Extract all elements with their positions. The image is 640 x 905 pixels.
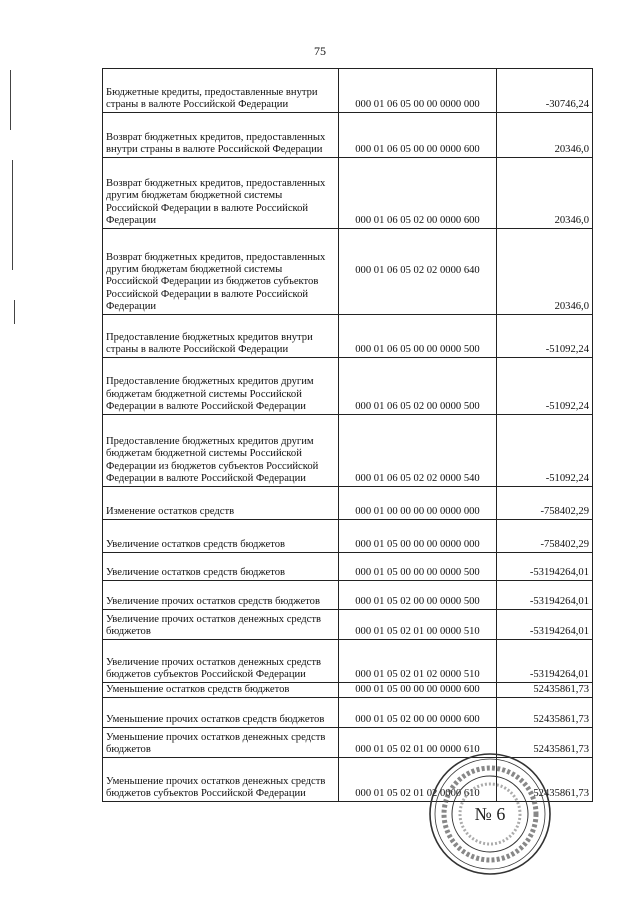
row-name: Увеличение прочих остатков денежных средств бюджетов [103,610,339,640]
table-row [103,640,593,683]
scan-edge-mark [12,160,13,270]
row-sum: -758402,29 [497,520,593,553]
row-code: 000 01 06 05 00 00 0000 500 [339,315,497,358]
row-code: 000 01 00 00 00 00 0000 000 [339,487,497,520]
row-name: Предоставление бюджетных кредитов внутри страны в валюте Российской Федерации [103,315,339,358]
row-sum: 20346,0 [497,113,593,158]
row-sum: 20346,0 [497,158,593,229]
budget-table [102,68,593,802]
row-code: 000 01 05 02 01 00 0000 610 [339,728,497,758]
table-row [103,487,593,520]
row-name: Бюджетные кредиты, предоставленные внутри страны в валюте Российской Федерации [103,69,339,113]
row-name: Уменьшение прочих остатков средств бюджетов [103,698,339,728]
row-code: 000 01 06 05 02 02 0000 540 [339,415,497,487]
table-row [103,698,593,728]
table-row [103,358,593,415]
scan-edge-mark [14,300,15,324]
row-sum: -53194264,01 [497,581,593,610]
row-sum: -53194264,01 [497,640,593,683]
row-name: Увеличение прочих остатков средств бюджетов [103,581,339,610]
row-code: 000 01 05 00 00 00 0000 600 [339,683,497,698]
table-row [103,229,593,315]
row-name: Увеличение прочих остатков денежных средств бюджетов субъектов Российской Федерации [103,640,339,683]
row-code: 000 01 05 00 00 00 0000 500 [339,553,497,581]
table-row [103,113,593,158]
row-name: Возврат бюджетных кредитов, предоставленных внутри страны в валюте Российской Федерации [103,113,339,158]
row-code: 000 01 06 05 02 02 0000 640 [339,229,497,315]
row-sum: 52435861,73 [497,758,593,802]
table-row [103,158,593,229]
row-name: Возврат бюджетных кредитов, предоставленных другим бюджетам бюджетной системы Российской Федерации из бюджетов субъектов Российской Федерации в валюте Российской Федерации [103,229,339,315]
row-name: Увеличение остатков средств бюджетов [103,520,339,553]
page-number: 75 [314,44,326,58]
table-row [103,553,593,581]
row-code: 000 01 06 05 00 00 0000 600 [339,113,497,158]
table-row [103,683,593,698]
row-name: Увеличение остатков средств бюджетов [103,553,339,581]
row-name: Предоставление бюджетных кредитов другим бюджетам бюджетной системы Российской Федерации из бюджетов субъектов Российской Федерации в валюте Российской Федерации [103,415,339,487]
row-code: 000 01 05 02 01 00 0000 510 [339,610,497,640]
row-code: 000 01 05 00 00 00 0000 000 [339,520,497,553]
row-name: Уменьшение прочих остатков денежных средств бюджетов субъектов Российской Федерации [103,758,339,802]
row-sum: -53194264,01 [497,553,593,581]
row-sum: -51092,24 [497,315,593,358]
row-sum: -758402,29 [497,487,593,520]
row-name: Предоставление бюджетных кредитов другим бюджетам бюджетной системы Российской Федерации в валюте Российской Федерации [103,358,339,415]
table-row [103,315,593,358]
row-sum: 52435861,73 [497,698,593,728]
row-code: 000 01 05 02 01 02 0000 510 [339,640,497,683]
row-sum: 20346,0 [497,229,593,315]
row-code: 000 01 05 02 00 00 0000 600 [339,698,497,728]
row-name: Уменьшение остатков средств бюджетов [103,683,339,698]
table-row [103,581,593,610]
row-code: 000 01 06 05 02 00 0000 500 [339,358,497,415]
row-code: 000 01 05 02 01 02 0000 610 [339,758,497,802]
row-sum: -51092,24 [497,358,593,415]
row-sum: -51092,24 [497,415,593,487]
row-sum: -53194264,01 [497,610,593,640]
table-row [103,415,593,487]
row-code: 000 01 06 05 00 00 0000 000 [339,69,497,113]
seal-number: № 6 [474,804,506,824]
row-code: 000 01 06 05 02 00 0000 600 [339,158,497,229]
scan-edge-mark [10,70,11,130]
row-sum: 52435861,73 [497,683,593,698]
table-row [103,610,593,640]
row-sum: 52435861,73 [497,728,593,758]
table-row [103,69,593,113]
row-name: Изменение остатков средств [103,487,339,520]
row-name: Возврат бюджетных кредитов, предоставленных другим бюджетам бюджетной системы Российской Федерации в валюте Российской Федерации [103,158,339,229]
row-code: 000 01 05 02 00 00 0000 500 [339,581,497,610]
row-sum: -30746,24 [497,69,593,113]
row-name: Уменьшение прочих остатков денежных средств бюджетов [103,728,339,758]
official-seal [428,752,552,876]
table-row [103,520,593,553]
